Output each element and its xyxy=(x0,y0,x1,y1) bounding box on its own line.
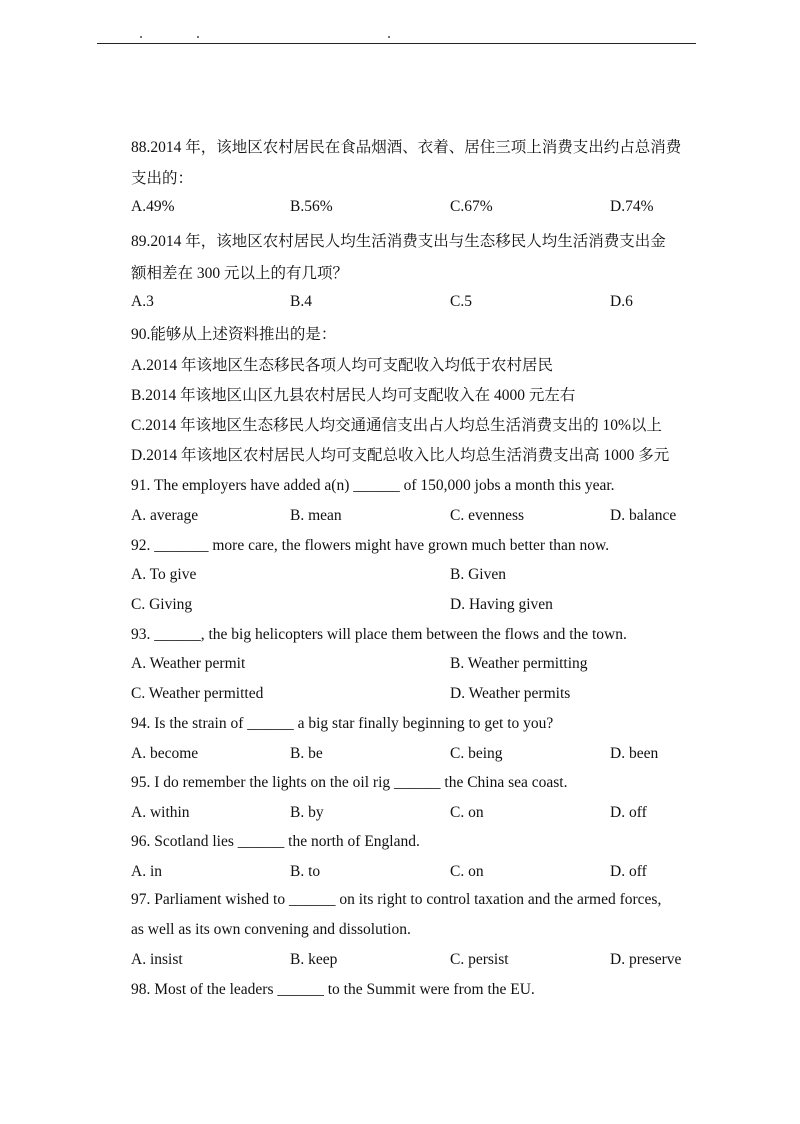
q89-option-c: C.5 xyxy=(450,293,472,310)
header-rule xyxy=(97,43,696,44)
question-89-stem: 89.2014 年，该地区农村居民人均生活消费支出与生态移民人均生活消费支出金 xyxy=(131,233,666,250)
q88-option-a: A.49% xyxy=(131,198,175,215)
q95-option-b: B. by xyxy=(290,804,324,821)
question-91-stem: 91. The employers have added a(n) ______ of 150,000 jobs a month this year. xyxy=(131,477,615,494)
header-dot xyxy=(197,36,199,38)
question-90-stem: 90.能够从上述资料推出的是： xyxy=(131,326,337,343)
q92-option-b: B. Given xyxy=(450,566,506,583)
q91-option-d: D. balance xyxy=(610,507,677,524)
q93-option-d: D. Weather permits xyxy=(450,685,571,702)
question-89-stem-cont: 额相差在 300 元以上的有几项？ xyxy=(131,265,349,282)
q93-option-a: A. Weather permit xyxy=(131,655,246,672)
q97-option-b: B. keep xyxy=(290,951,338,968)
q94-option-c: C. being xyxy=(450,745,503,762)
question-94-stem: 94. Is the strain of ______ a big star finally beginning to get to you? xyxy=(131,715,554,732)
question-92-stem: 92. _______ more care, the flowers might have grown much better than now. xyxy=(131,537,610,554)
q93-option-c: C. Weather permitted xyxy=(131,685,264,702)
q91-option-c: C. evenness xyxy=(450,507,525,524)
q89-option-a: A.3 xyxy=(131,293,154,310)
q96-option-d: D. off xyxy=(610,863,647,880)
q91-option-b: B. mean xyxy=(290,507,342,524)
question-96-stem: 96. Scotland lies ______ the north of England. xyxy=(131,833,420,850)
question-93-stem: 93. ______, the big helicopters will place them between the flows and the town. xyxy=(131,626,627,643)
question-95-stem: 95. I do remember the lights on the oil rig ______ the China sea coast. xyxy=(131,774,568,791)
q97-option-c: C. persist xyxy=(450,951,509,968)
header-dot xyxy=(388,36,390,38)
q95-option-a: A. within xyxy=(131,804,190,821)
q90-option-a: A.2014 年该地区生态移民各项人均可支配收入均低于农村居民 xyxy=(131,357,553,374)
q93-option-b: B. Weather permitting xyxy=(450,655,588,672)
q88-option-d: D.74% xyxy=(610,198,654,215)
q96-option-c: C. on xyxy=(450,863,484,880)
q94-option-b: B. be xyxy=(290,745,323,762)
q91-option-a: A. average xyxy=(131,507,199,524)
q88-option-c: C.67% xyxy=(450,198,493,215)
q95-option-c: C. on xyxy=(450,804,484,821)
q92-option-c: C. Giving xyxy=(131,596,193,613)
question-97-stem: 97. Parliament wished to ______ on its right to control taxation and the armed forces, xyxy=(131,891,662,908)
q90-option-c: C.2014 年该地区生态移民人均交通通信支出占人均总生活消费支出的 10%以上 xyxy=(131,417,662,434)
q88-option-b: B.56% xyxy=(290,198,333,215)
q94-option-a: A. become xyxy=(131,745,199,762)
question-97-stem-cont: as well as its own convening and dissolution. xyxy=(131,921,411,938)
header-dot xyxy=(140,36,142,38)
q92-option-d: D. Having given xyxy=(450,596,553,613)
q96-option-b: B. to xyxy=(290,863,321,880)
q89-option-d: D.6 xyxy=(610,293,633,310)
q92-option-a: A. To give xyxy=(131,566,197,583)
question-98-stem: 98. Most of the leaders ______ to the Summit were from the EU. xyxy=(131,981,535,998)
q97-option-d: D. preserve xyxy=(610,951,682,968)
q90-option-b: B.2014 年该地区山区九县农村居民人均可支配收入在 4000 元左右 xyxy=(131,387,576,404)
q90-option-d: D.2014 年该地区农村居民人均可支配总收入比人均总生活消费支出高 1000 多元 xyxy=(131,447,670,464)
q89-option-b: B.4 xyxy=(290,293,312,310)
q94-option-d: D. been xyxy=(610,745,659,762)
question-88-stem: 88.2014 年，该地区农村居民在食品烟酒、衣着、居住三项上消费支出约占总消费 xyxy=(131,139,682,156)
q96-option-a: A. in xyxy=(131,863,162,880)
q95-option-d: D. off xyxy=(610,804,647,821)
q97-option-a: A. insist xyxy=(131,951,183,968)
question-88-stem-cont: 支出的： xyxy=(131,170,194,187)
